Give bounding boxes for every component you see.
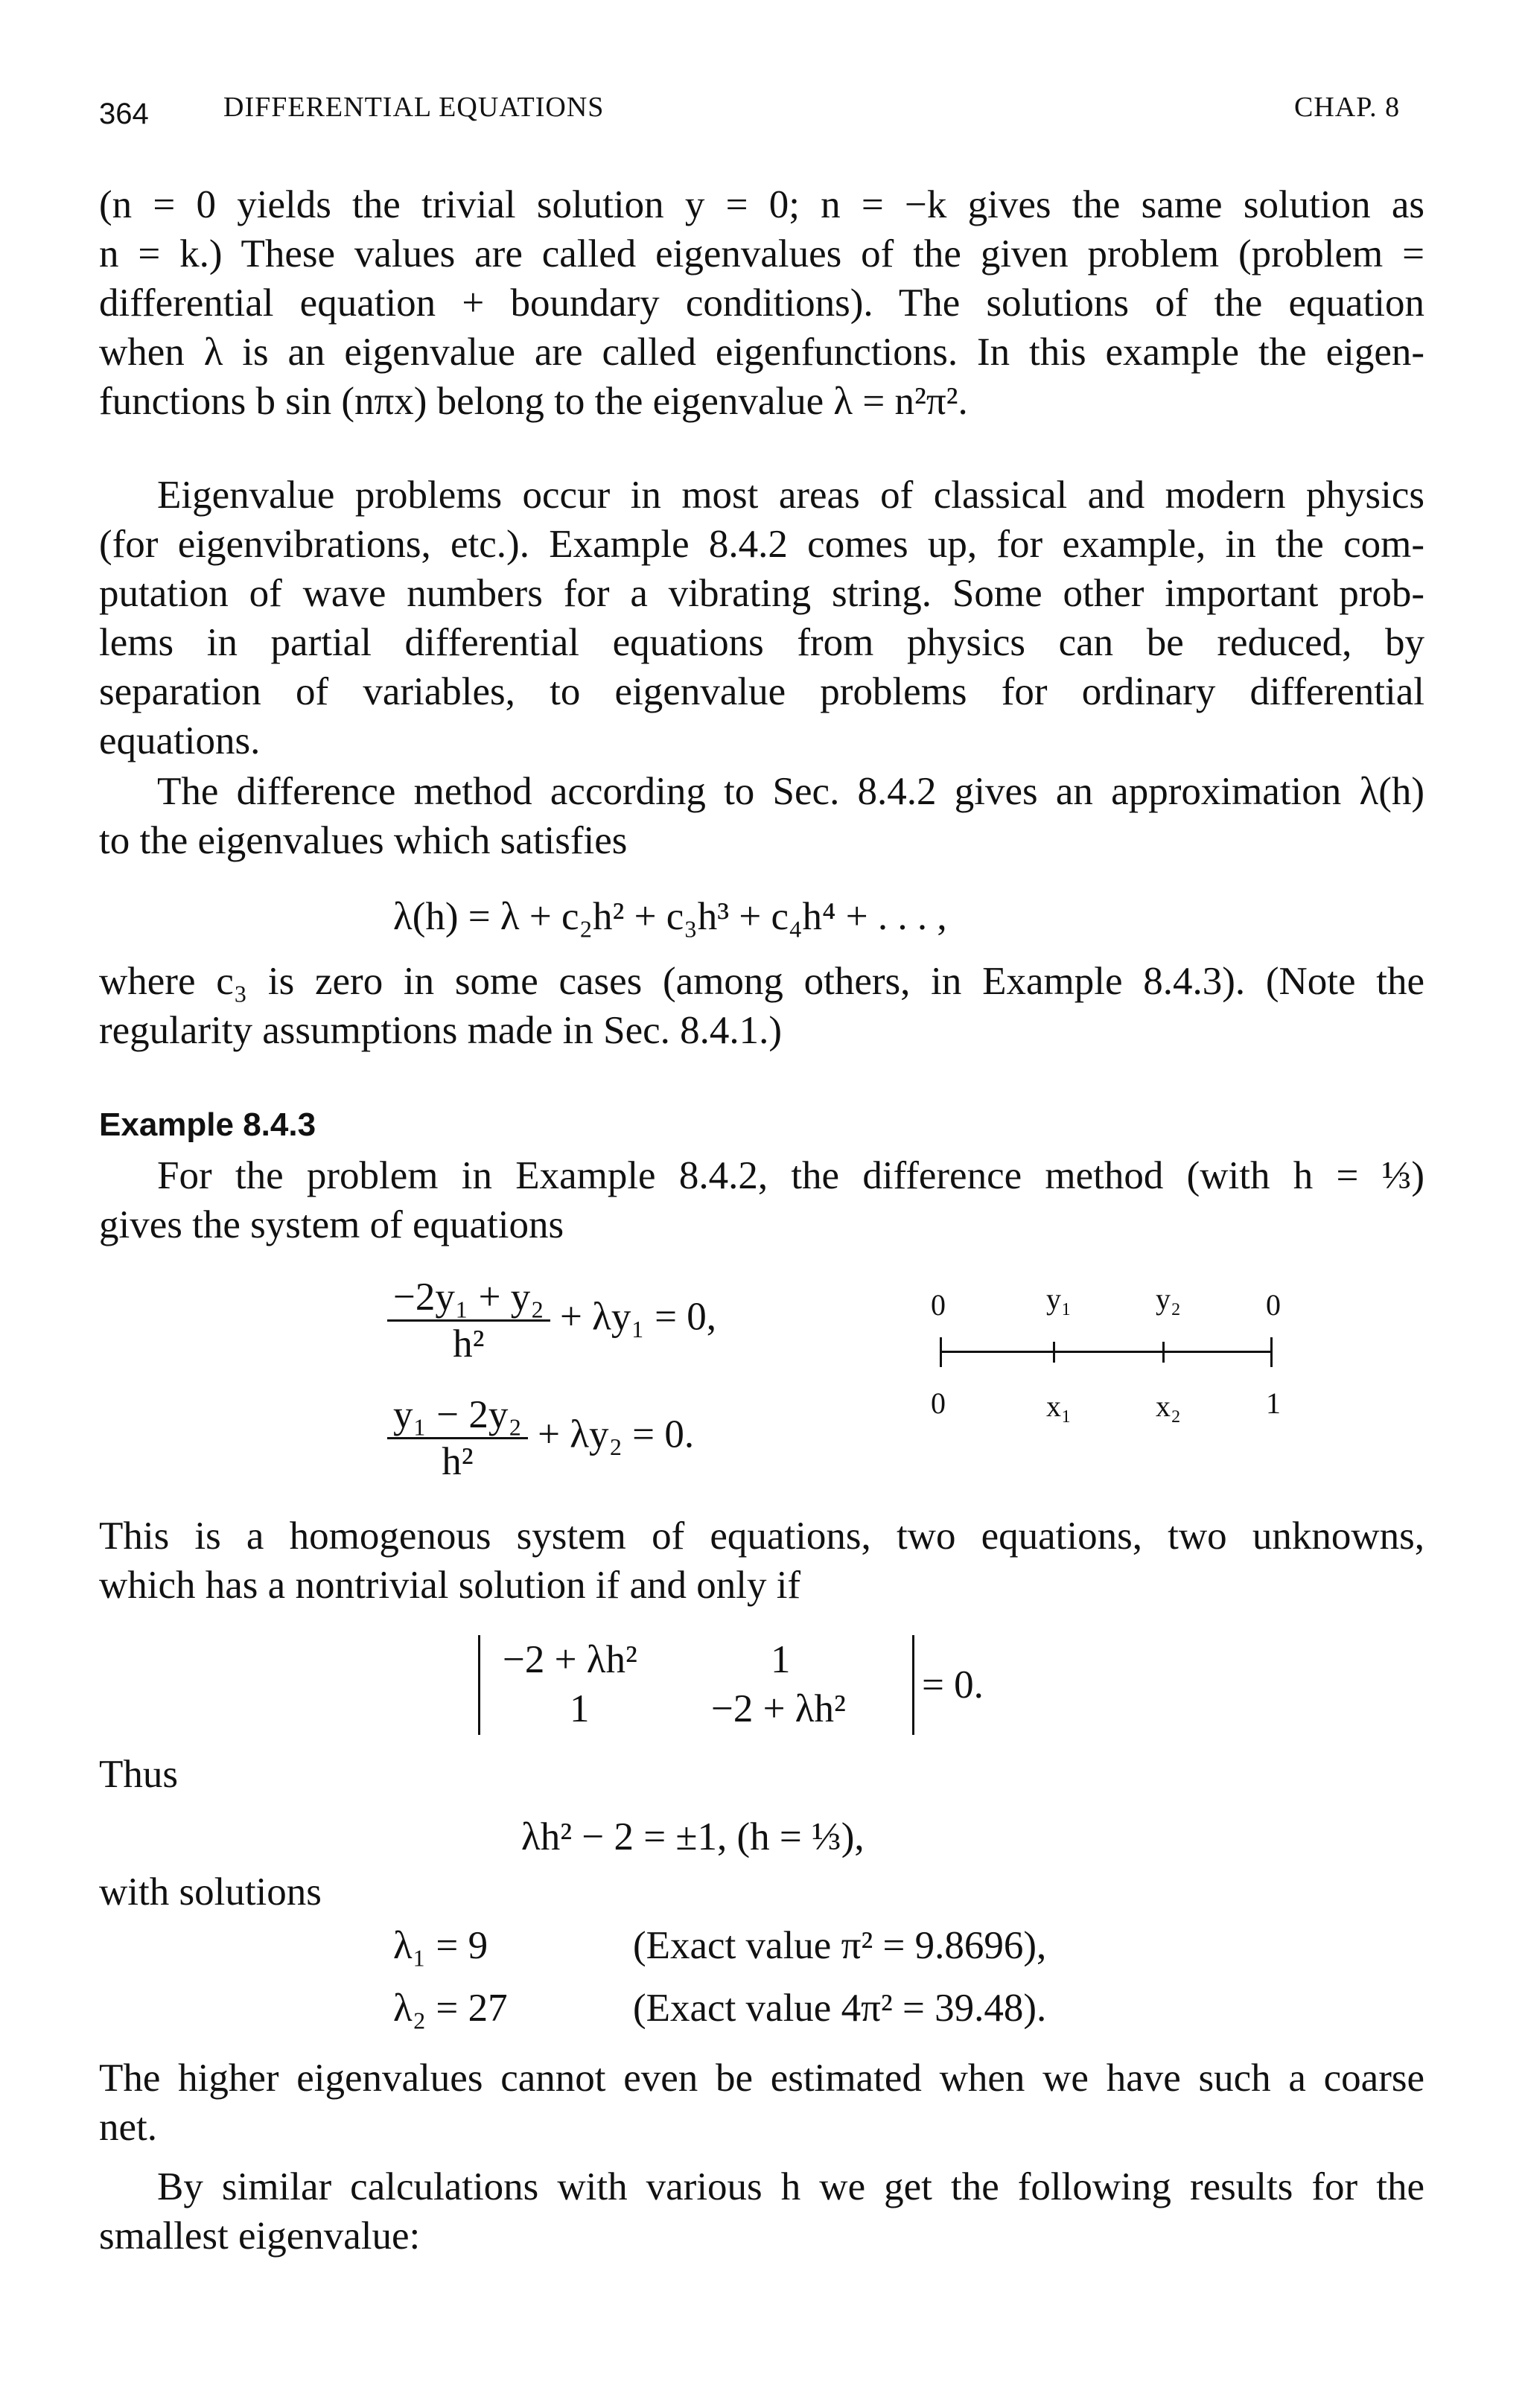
net-tick (1053, 1342, 1055, 1363)
text-line: regularity assumptions made in Sec. 8.4.1.) (99, 1009, 783, 1052)
example-heading: Example 8.4.3 (99, 1106, 316, 1143)
fraction (387, 1392, 528, 1484)
thus-label: Thus (99, 1753, 178, 1796)
grid-net-diagram (931, 1281, 1281, 1423)
net-tick (1270, 1337, 1273, 1367)
solution-lambda-1: λ₁ = 9 (393, 1924, 488, 1967)
fraction-denominator: h² (442, 1440, 474, 1483)
net-tick (1162, 1342, 1165, 1363)
net-bottom-label: x₁ (1046, 1389, 1072, 1423)
paragraph-eigenvalue-problems (99, 471, 1424, 765)
determinant-matrix (478, 1635, 914, 1735)
determinant-entry: −2 + λh² (711, 1687, 846, 1730)
fraction (387, 1275, 550, 1366)
text-line: putation of wave numbers for a vibrating string. Some other important prob- (99, 572, 1424, 615)
text-line: functions b sin (nπx) belong to the eigenvalue λ = n²π². (99, 380, 968, 423)
paragraph-example-intro (99, 1151, 1424, 1249)
text-line: The difference method according to Sec. 8.4.2 gives an approximation λ(h) (157, 770, 1424, 813)
text-line: Eigenvalue problems occur in most areas of classical and modern physics (157, 474, 1424, 517)
chapter-label: CHAP. 8 (1294, 92, 1401, 123)
determinant-entry: −2 + λh² (503, 1638, 637, 1681)
text-line: (for eigenvibrations, etc.). Example 8.4.2 comes up, for example, in the com- (99, 523, 1424, 566)
system-equation-2 (387, 1392, 694, 1484)
determinant-rhs: = 0. (922, 1663, 984, 1707)
paragraph-c3-note (99, 957, 1424, 1055)
net-bottom-label: x₂ (1156, 1389, 1181, 1423)
text-line: where c₃ is zero in some cases (among others, in Example 8.4.3). (Note the (99, 960, 1424, 1003)
equation-eigenvalue-expansion: λ(h) = λ + c₂h² + c₃h³ + c₄h⁴ + . . . , (393, 895, 947, 938)
net-top-label: 0 (931, 1288, 946, 1322)
text-line: For the problem in Example 8.4.2, the difference method (with h = ⅓) (157, 1154, 1424, 1197)
text-line: n = k.) These values are called eigenvalues of the given problem (problem = (99, 232, 1424, 275)
determinant-entry: 1 (771, 1638, 791, 1681)
text-line: By similar calculations with various h we get the following results for the (157, 2165, 1424, 2208)
fraction-numerator: y₁ − 2y₂ (387, 1392, 528, 1439)
determinant-entry: 1 (570, 1687, 590, 1730)
text-line: smallest eigenvalue: (99, 2214, 421, 2258)
net-bottom-label: 1 (1266, 1386, 1281, 1420)
text-line: net. (99, 2106, 157, 2149)
paragraph-difference-method (99, 767, 1424, 865)
page-number: 364 (99, 98, 149, 130)
paragraph-coarse-net (99, 2054, 1424, 2152)
net-bottom-label: 0 (931, 1386, 946, 1420)
equation-characteristic: λh² − 2 = ±1, (h = ⅓), (521, 1815, 865, 1858)
net-top-label: y₁ (1046, 1282, 1072, 1316)
system-equation-1 (387, 1275, 716, 1366)
with-solutions-label: with solutions (99, 1870, 322, 1914)
solution-lambda-2: λ₂ = 27 (393, 1987, 508, 2030)
text-line: to the eigenvalues which satisfies (99, 819, 628, 862)
net-axis-line (940, 1351, 1272, 1353)
fraction-denominator: h² (453, 1322, 485, 1366)
equation-remainder: + λy₂ = 0. (538, 1412, 695, 1456)
text-line: separation of variables, to eigenvalue problems for ordinary differential (99, 670, 1424, 713)
equation-remainder: + λy₁ = 0, (560, 1295, 716, 1339)
text-line: which has a nontrivial solution if and only if (99, 1564, 801, 1607)
text-line: equations. (99, 719, 261, 762)
net-top-label: 0 (1266, 1288, 1281, 1322)
text-line: lems in partial differential equations from physics can be reduced, by (99, 621, 1424, 664)
paragraph-eigenvalues-definition (99, 180, 1424, 426)
text-line: (n = 0 yields the trivial solution y = 0; n = −k gives the same solution as (99, 183, 1424, 226)
text-line: when λ is an eigenvalue are called eigenfunctions. In this example the eigen- (99, 331, 1424, 374)
fraction-numerator: −2y₁ + y₂ (387, 1275, 550, 1322)
text-line: gives the system of equations (99, 1203, 564, 1246)
net-tick (940, 1337, 942, 1367)
paragraph-similar-calculations (99, 2162, 1424, 2261)
solution-lambda-1-exact: (Exact value π² = 9.8696), (633, 1924, 1047, 1967)
solution-lambda-2-exact: (Exact value 4π² = 39.48). (633, 1987, 1047, 2030)
running-title: DIFFERENTIAL EQUATIONS (223, 92, 605, 123)
net-top-label: y₂ (1156, 1282, 1181, 1316)
paragraph-homogenous-system (99, 1512, 1424, 1610)
text-line: This is a homogenous system of equations, two equations, two unknowns, (99, 1514, 1424, 1558)
text-line: The higher eigenvalues cannot even be estimated when we have such a coarse (99, 2057, 1424, 2100)
text-line: differential equation + boundary conditions). The solutions of the equation (99, 281, 1424, 325)
